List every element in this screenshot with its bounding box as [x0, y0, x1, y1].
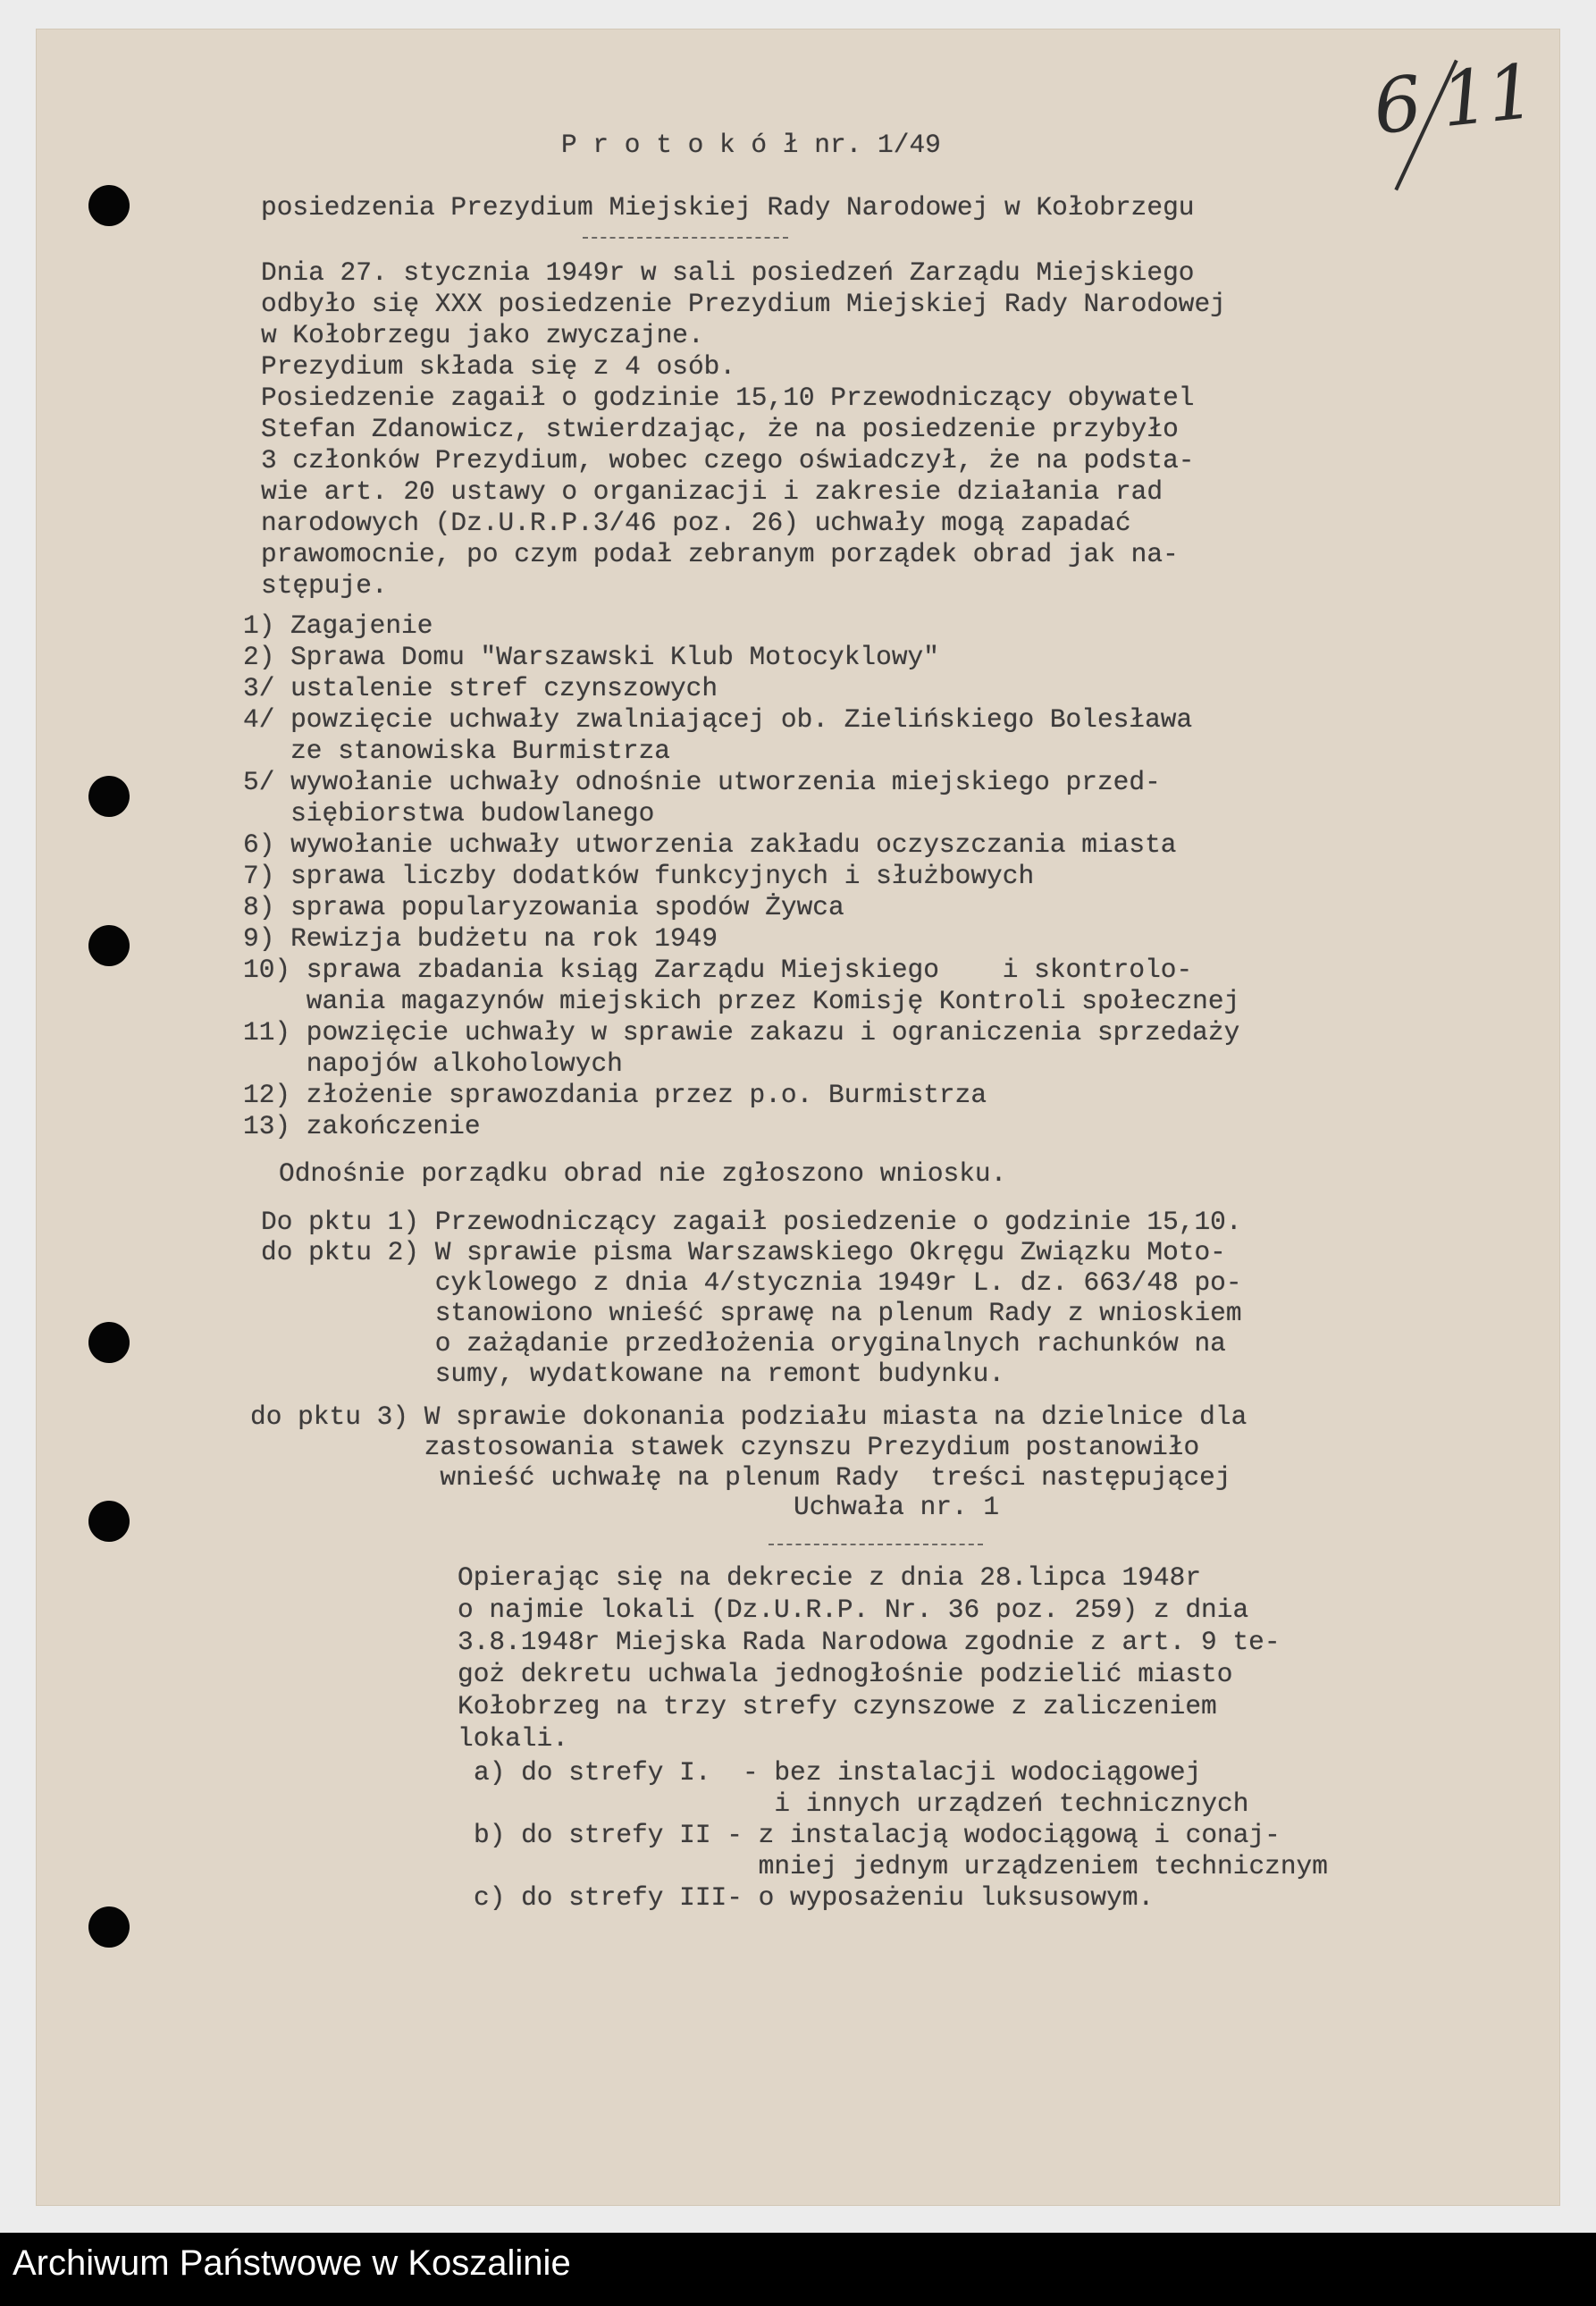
point-line: wnieść uchwałę na plenum Rady treści następującej: [250, 1462, 1231, 1493]
agenda-item: 12) złożenie sprawozdania przez p.o. Burmistrza: [243, 1080, 987, 1110]
agenda-item: 4/ powzięcie uchwały zwalniającej ob. Zielińskiego Bolesława: [243, 704, 1193, 735]
zone-line: a) do strefy I. - bez instalacji wodociągowej: [474, 1757, 1202, 1788]
agenda-item: 9) Rewizja budżetu na rok 1949: [243, 923, 718, 954]
point-line: stanowiono wnieść sprawę na plenum Rady z wnioskiem: [261, 1298, 1242, 1328]
agenda-item: 8) sprawa popularyzowania spodów Żywca: [243, 892, 844, 922]
punch-hole: [88, 776, 130, 817]
agenda-item: 10) sprawa zbadania ksiąg Zarządu Miejskiego i skontrolo-: [243, 955, 1193, 985]
agenda-item: ze stanowiska Burmistrza: [243, 736, 670, 766]
zone-line: c) do strefy III- o wyposażeniu luksusowym.: [474, 1882, 1155, 1913]
point-line: Do pktu 1) Przewodniczący zagaił posiedzenie o godzinie 15,10.: [261, 1207, 1242, 1237]
intro-line: stępuje.: [261, 570, 388, 601]
point-line: sumy, wydatkowane na remont budynku.: [261, 1359, 1005, 1389]
resolution-title: Uchwała nr. 1: [794, 1492, 1000, 1522]
point-line: o zażądanie przedłożenia oryginalnych rachunków na: [261, 1328, 1226, 1359]
punch-hole: [88, 1322, 130, 1363]
zone-line: mniej jednym urządzeniem technicznym: [474, 1851, 1328, 1881]
punch-hole: [88, 1501, 130, 1542]
document-sheet: [36, 29, 1560, 2206]
intro-line: Prezydium składa się z 4 osób.: [261, 351, 736, 382]
intro-line: w Kołobrzegu jako zwyczajne.: [261, 320, 704, 350]
punch-hole: [88, 925, 130, 966]
agenda-item: 6) wywołanie uchwały utworzenia zakładu oczyszczania miasta: [243, 829, 1177, 860]
subtitle-underline: [583, 237, 788, 239]
agenda-item: wania magazynów miejskich przez Komisję Kontroli społecznej: [243, 986, 1240, 1016]
agenda-item: 7) sprawa liczby dodatków funkcyjnych i służbowych: [243, 861, 1035, 891]
resolution-line: Kołobrzeg na trzy strefy czynszowe z zaliczeniem: [458, 1691, 1217, 1721]
agenda-item: 1) Zagajenie: [243, 610, 433, 641]
intro-line: prawomocnie, po czym podał zebranym porządek obrad jak na-: [261, 539, 1179, 569]
agenda-item: napojów alkoholowych: [243, 1048, 623, 1079]
resolution-line: lokali.: [458, 1723, 568, 1754]
resolution-line: Opierając się na dekrecie z dnia 28.lipca 1948r: [458, 1562, 1202, 1593]
resolution-line: goż dekretu uchwala jednogłośnie podzielić miasto: [458, 1659, 1233, 1689]
intro-line: Dnia 27. stycznia 1949r w sali posiedzeń Zarządu Miejskiego: [261, 257, 1195, 288]
agenda-item: 5/ wywołanie uchwały odnośnie utworzenia miejskiego przed-: [243, 767, 1161, 797]
document-title: P r o t o k ó ł nr. 1/49: [561, 130, 941, 160]
intro-line: wie art. 20 ustawy o organizacji i zakresie działania rad: [261, 476, 1163, 507]
point-line: cyklowego z dnia 4/stycznia 1949r L. dz. 663/48 po-: [261, 1267, 1242, 1298]
zone-line: i innych urządzeń technicznych: [474, 1788, 1249, 1819]
agenda-item: 2) Sprawa Domu "Warszawski Klub Motocyklowy": [243, 642, 939, 672]
intro-line: Stefan Zdanowicz, stwierdzając, że na posiedzenie przybyło: [261, 414, 1179, 444]
resolution-underline: [769, 1544, 983, 1545]
point-line: zastosowania stawek czynszu Prezydium postanowiło: [250, 1432, 1200, 1462]
resolution-line: 3.8.1948r Miejska Rada Narodowa zgodnie z art. 9 te-: [458, 1627, 1281, 1657]
agenda-item: siębiorstwa budowlanego: [243, 798, 655, 829]
intro-line: Posiedzenie zagaił o godzinie 15,10 Przewodniczący obywatel: [261, 383, 1195, 413]
document-subtitle: posiedzenia Prezydium Miejskiej Rady Narodowej w Kołobrzegu: [261, 192, 1195, 223]
agenda-item: 3/ ustalenie stref czynszowych: [243, 673, 718, 703]
resolution-line: o najmie lokali (Dz.U.R.P. Nr. 36 poz. 259) z dnia: [458, 1595, 1249, 1625]
agenda-item: 11) powzięcie uchwały w sprawie zakazu i ograniczenia sprzedaży: [243, 1017, 1240, 1048]
point-line: do pktu 3) W sprawie dokonania podziału miasta na dzielnice dla: [250, 1401, 1247, 1432]
agenda-item: 13) zakończenie: [243, 1111, 481, 1141]
point-line: do pktu 2) W sprawie pisma Warszawskiego Okręgu Związku Moto-: [261, 1237, 1226, 1267]
intro-line: 3 członków Prezydium, wobec czego oświadczył, że na podsta-: [261, 445, 1195, 476]
archive-name: Archiwum Państwowe w Koszalinie: [13, 2243, 571, 2283]
archive-footer-bar: [0, 2233, 1596, 2306]
punch-hole: [88, 185, 130, 226]
agenda-note: Odnośnie porządku obrad nie zgłoszono wniosku.: [279, 1158, 1007, 1189]
punch-hole: [88, 1906, 130, 1948]
zone-line: b) do strefy II - z instalacją wodociągową i conaj-: [474, 1820, 1281, 1850]
intro-line: narodowych (Dz.U.R.P.3/46 poz. 26) uchwały mogą zapadać: [261, 508, 1131, 538]
handwritten-page-number: 6 11: [1369, 46, 1538, 152]
intro-line: odbyło się XXX posiedzenie Prezydium Miejskiej Rady Narodowej: [261, 289, 1226, 319]
